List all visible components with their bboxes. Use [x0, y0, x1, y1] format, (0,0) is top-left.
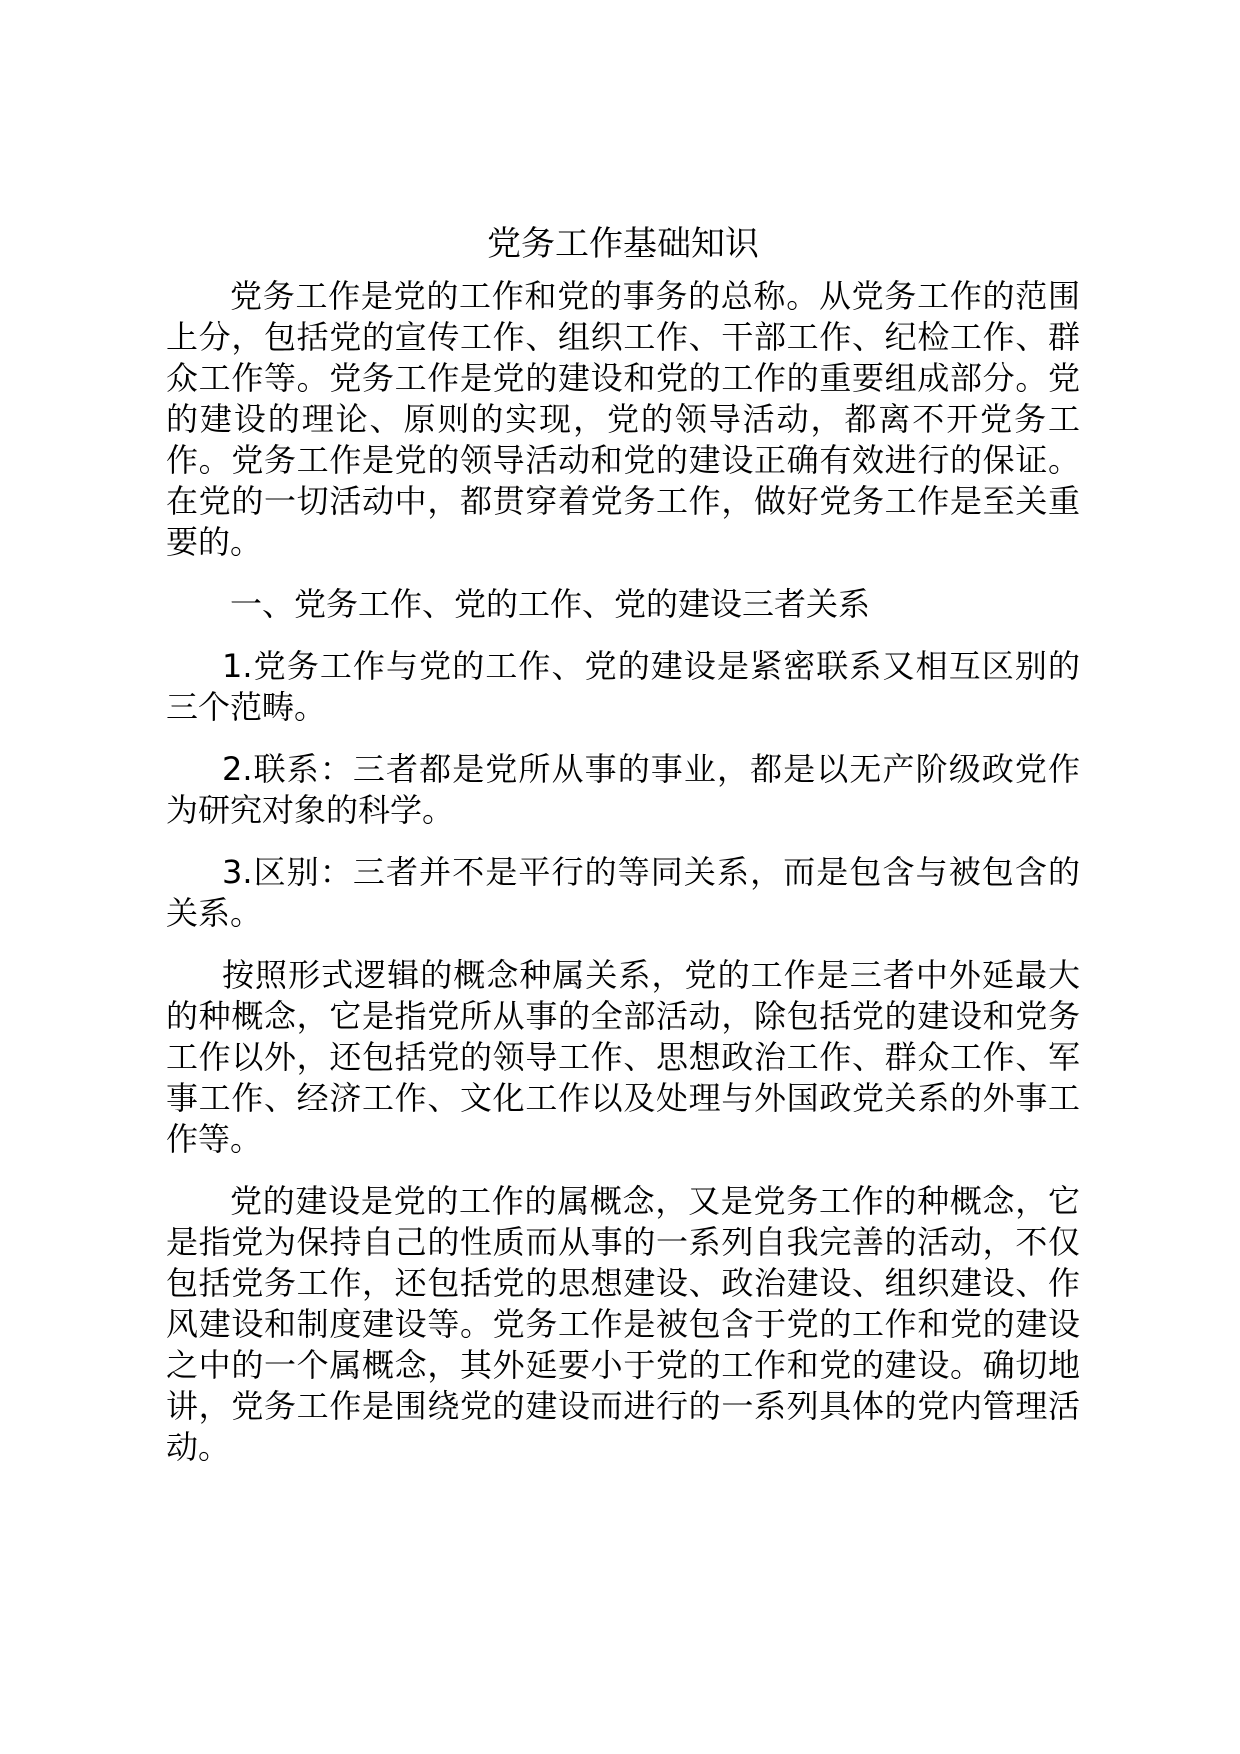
- section-heading: 一、党务工作、党的工作、党的建设三者关系: [230, 585, 871, 623]
- document-body: [166, 220, 1080, 1468]
- point-1-paragraph: 1.党务工作与党的工作、党的建设是紧密联系又相互区别的三个范畴。: [166, 647, 1080, 726]
- party-work-paragraph: 按照形式逻辑的概念种属关系，党的工作是三者中外延最大的种概念，它是指党所从事的全部活动，除包括党的建设和党务工作以外，还包括党的领导工作、思想政治工作、群众工作、军事工作、经济工作、文化工作以及处理与外国政党关系的外事工作等。: [166, 956, 1080, 1158]
- document-title: 党务工作基础知识: [487, 224, 759, 264]
- party-building-paragraph: 党的建设是党的工作的属概念，又是党务工作的种概念，它是指党为保持自己的性质而从事的一系列自我完善的活动，不仅包括党务工作，还包括党的思想建设、政治建设、组织建设、作风建设和制度建设等。党务工作是被包含于党的工作和党的建设之中的一个属概念，其外延要小于党的工作和党的建设。确切地讲，党务工作是围绕党的建设而进行的一系列具体的党内管理活动。: [166, 1182, 1080, 1466]
- intro-paragraph: 党务工作是党的工作和党的事务的总称。从党务工作的范围上分，包括党的宣传工作、组织工作、干部工作、纪检工作、群众工作等。党务工作是党的建设和党的工作的重要组成部分。党的建设的理论、原则的实现，党的领导活动，都离不开党务工作。党务工作是党的领导活动和党的建设正确有效进行的保证。在党的一切活动中，都贯穿着党务工作，做好党务工作是至关重要的。: [166, 277, 1080, 561]
- point-3-paragraph: 3.区别：三者并不是平行的等同关系，而是包含与被包含的关系。: [166, 853, 1080, 932]
- point-2-paragraph: 2.联系：三者都是党所从事的事业，都是以无产阶级政党作为研究对象的科学。: [166, 750, 1080, 829]
